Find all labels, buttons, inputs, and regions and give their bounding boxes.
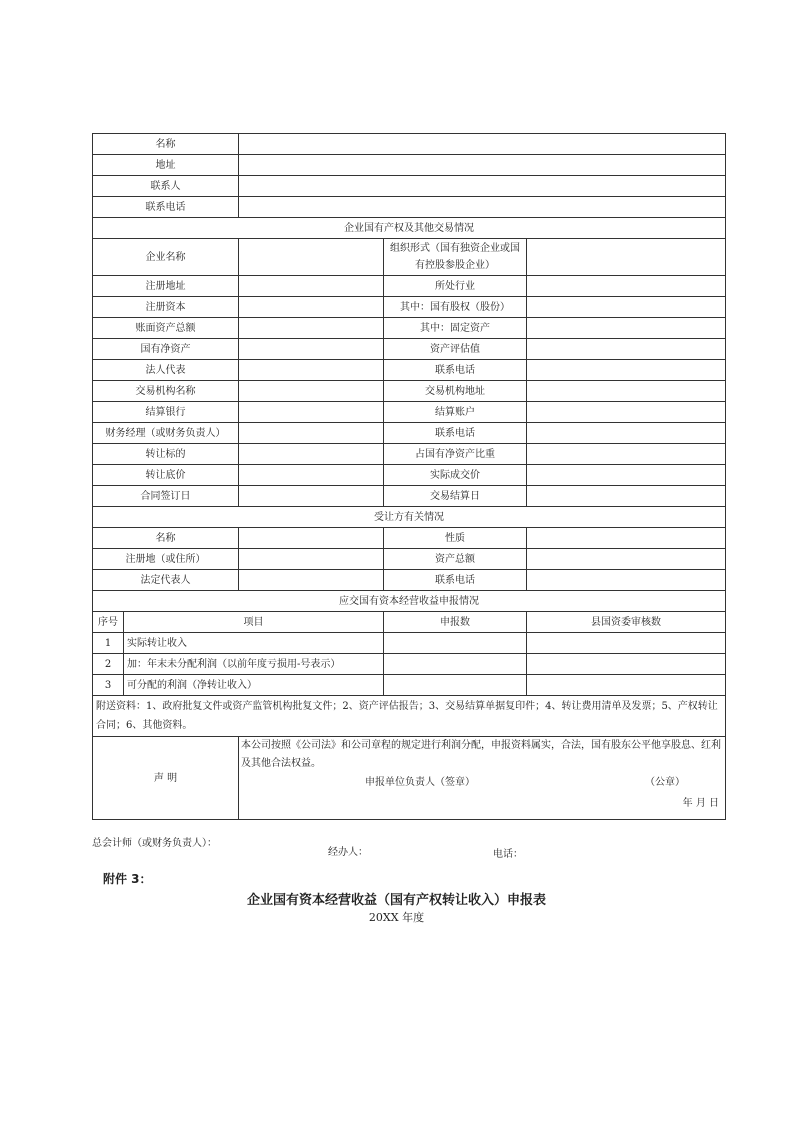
enterprise-field-right[interactable] [527, 360, 726, 381]
enterprise-field-right[interactable] [527, 318, 726, 339]
enterprise-label-right: 联系电话 [384, 360, 527, 381]
enterprise-label-right: 交易结算日 [384, 486, 527, 507]
enterprise-label-left: 账面资产总额 [93, 318, 239, 339]
enterprise-label-right: 所处行业 [384, 276, 527, 297]
enterprise-label-left: 转让底价 [93, 465, 239, 486]
contact-person-label: 联系人 [93, 176, 239, 197]
footer-accountant: 总会计师（或财务负责人）： [92, 838, 217, 849]
contact-phone-field[interactable] [239, 197, 726, 218]
transferee-row [93, 528, 726, 549]
form-year: 20XX 年度 [368, 911, 425, 924]
contact-name-label: 名称 [93, 134, 239, 155]
enterprise-row [93, 339, 726, 360]
contact-address-field[interactable] [239, 155, 726, 176]
col-header-no: 序号 [93, 612, 124, 633]
enterprise-label-right: 其中：固定资产 [384, 318, 527, 339]
contact-row [93, 197, 726, 218]
declare-header-row [93, 612, 726, 633]
declare-item-declared[interactable] [384, 654, 527, 675]
org-form-label: 组织形式（国有独资企业或国有控股参股企业） [384, 239, 527, 276]
transferee-field-right[interactable] [527, 570, 726, 591]
enterprise-field-right[interactable] [527, 486, 726, 507]
enterprise-label-right: 其中：国有股权（股份） [384, 297, 527, 318]
enterprise-field-left[interactable] [239, 297, 384, 318]
declare-item-no: 3 [93, 675, 124, 696]
enterprise-rows [93, 276, 726, 507]
declare-item-reviewed[interactable] [527, 675, 726, 696]
statement-text: 本公司按照《公司法》和公司章程的规定进行利润分配，申报资料属实，合法，国有股东公平他享股息、红利及其他合法权益。 [241, 740, 721, 769]
enterprise-field-left[interactable] [239, 339, 384, 360]
statement-body [239, 737, 726, 820]
section-header [93, 591, 726, 612]
declare-item-reviewed[interactable] [527, 654, 726, 675]
contact-person-field[interactable] [239, 176, 726, 197]
org-form-field[interactable] [527, 239, 726, 276]
declare-item-declared[interactable] [384, 633, 527, 654]
declare-rows [93, 633, 726, 696]
enterprise-field-right[interactable] [527, 423, 726, 444]
statement-label: 声 明 [93, 737, 239, 820]
transferee-field-right[interactable] [527, 549, 726, 570]
enterprise-label-left: 国有净资产 [93, 339, 239, 360]
contact-row [93, 155, 726, 176]
transferee-label-left: 注册地（或住所） [93, 549, 239, 570]
attachment-label: 附件 3： [103, 872, 152, 886]
enterprise-field-left[interactable] [239, 486, 384, 507]
enterprise-row [93, 276, 726, 297]
declare-item-label: 加：年末未分配利润（以前年度亏损用-号表示） [124, 654, 384, 675]
declaration-form [92, 133, 726, 820]
declare-item-row [93, 633, 726, 654]
section-enterprise-title: 企业国有产权及其他交易情况 [93, 218, 726, 239]
declare-item-no: 2 [93, 654, 124, 675]
transferee-label-right: 性质 [384, 528, 527, 549]
enterprise-label-left: 结算银行 [93, 402, 239, 423]
declare-item-label: 实际转让收入 [124, 633, 384, 654]
enterprise-label-left: 法人代表 [93, 360, 239, 381]
enterprise-field-left[interactable] [239, 276, 384, 297]
enterprise-label-left: 财务经理（或财务负责人） [93, 423, 239, 444]
section-header [93, 507, 726, 528]
enterprise-field-left[interactable] [239, 360, 384, 381]
contact-phone-label: 联系电话 [93, 197, 239, 218]
attachments-row [93, 696, 726, 737]
enterprise-field-right[interactable] [527, 276, 726, 297]
transferee-field-left[interactable] [239, 570, 384, 591]
enterprise-label-right: 联系电话 [384, 423, 527, 444]
statement-signer: 申报单位负责人（签章） [365, 777, 475, 788]
form-title: 企业国有资本经营收益（国有产权转让收入）申报表 [246, 893, 546, 908]
enterprise-row [93, 486, 726, 507]
enterprise-field-left[interactable] [239, 381, 384, 402]
enterprise-label-right: 资产评估值 [384, 339, 527, 360]
footer-handler: 经办人： [328, 847, 368, 858]
attachments-text: 附送资料：1、政府批复文件或资产监管机构批复文件；2、资产评估报告；3、交易结算单据复印件；4、转让费用清单及发票；5、产权转让合同；6、其他资料。 [93, 696, 726, 737]
transferee-row [93, 549, 726, 570]
enterprise-label-right: 占国有净资产比重 [384, 444, 527, 465]
enterprise-row [93, 360, 726, 381]
enterprise-name-row [93, 239, 726, 276]
contact-name-field[interactable] [239, 134, 726, 155]
declare-item-row [93, 675, 726, 696]
enterprise-field-left[interactable] [239, 465, 384, 486]
enterprise-field-left[interactable] [239, 423, 384, 444]
enterprise-field-left[interactable] [239, 402, 384, 423]
section-declare-title: 应交国有资本经营收益申报情况 [93, 591, 726, 612]
declare-item-declared[interactable] [384, 675, 527, 696]
statement-sign-line [241, 773, 723, 795]
enterprise-row [93, 444, 726, 465]
enterprise-row [93, 297, 726, 318]
enterprise-label-right: 结算账户 [384, 402, 527, 423]
enterprise-field-right[interactable] [527, 444, 726, 465]
declare-item-no: 1 [93, 633, 124, 654]
contact-row [93, 176, 726, 197]
col-header-declared: 申报数 [384, 612, 527, 633]
enterprise-name-field[interactable] [239, 239, 384, 276]
section-header [93, 218, 726, 239]
enterprise-field-right[interactable] [527, 297, 726, 318]
contact-row [93, 134, 726, 155]
declare-item-label: 可分配的利润（净转让收入） [124, 675, 384, 696]
transferee-label-right: 联系电话 [384, 570, 527, 591]
transferee-row [93, 570, 726, 591]
enterprise-name-label: 企业名称 [93, 239, 239, 276]
col-header-reviewed: 县国资委审核数 [527, 612, 726, 633]
statement-row [93, 737, 726, 820]
declare-item-row [93, 654, 726, 675]
transferee-field-right[interactable] [527, 528, 726, 549]
enterprise-field-right[interactable] [527, 381, 726, 402]
enterprise-row [93, 465, 726, 486]
enterprise-label-left: 注册地址 [93, 276, 239, 297]
transferee-label-left: 法定代表人 [93, 570, 239, 591]
enterprise-row [93, 318, 726, 339]
enterprise-field-left[interactable] [239, 318, 384, 339]
transferee-field-left[interactable] [239, 528, 384, 549]
section-transferee-title: 受让方有关情况 [93, 507, 726, 528]
enterprise-field-left[interactable] [239, 444, 384, 465]
enterprise-label-right: 实际成交价 [384, 465, 527, 486]
contact-address-label: 地址 [93, 155, 239, 176]
enterprise-field-right[interactable] [527, 465, 726, 486]
footer-phone: 电话： [493, 849, 523, 860]
enterprise-field-right[interactable] [527, 402, 726, 423]
transferee-rows [93, 528, 726, 591]
enterprise-label-right: 交易机构地址 [384, 381, 527, 402]
enterprise-label-left: 交易机构名称 [93, 381, 239, 402]
declare-item-reviewed[interactable] [527, 633, 726, 654]
enterprise-label-left: 转让标的 [93, 444, 239, 465]
enterprise-label-left: 合同签订日 [93, 486, 239, 507]
enterprise-label-left: 注册资本 [93, 297, 239, 318]
enterprise-row [93, 381, 726, 402]
transferee-field-left[interactable] [239, 549, 384, 570]
statement-seal: （公章） [645, 777, 685, 788]
enterprise-field-right[interactable] [527, 339, 726, 360]
enterprise-row [93, 423, 726, 444]
statement-date: 年 月 日 [682, 798, 720, 809]
col-header-item: 项目 [124, 612, 384, 633]
transferee-label-right: 资产总额 [384, 549, 527, 570]
enterprise-row [93, 402, 726, 423]
transferee-label-left: 名称 [93, 528, 239, 549]
